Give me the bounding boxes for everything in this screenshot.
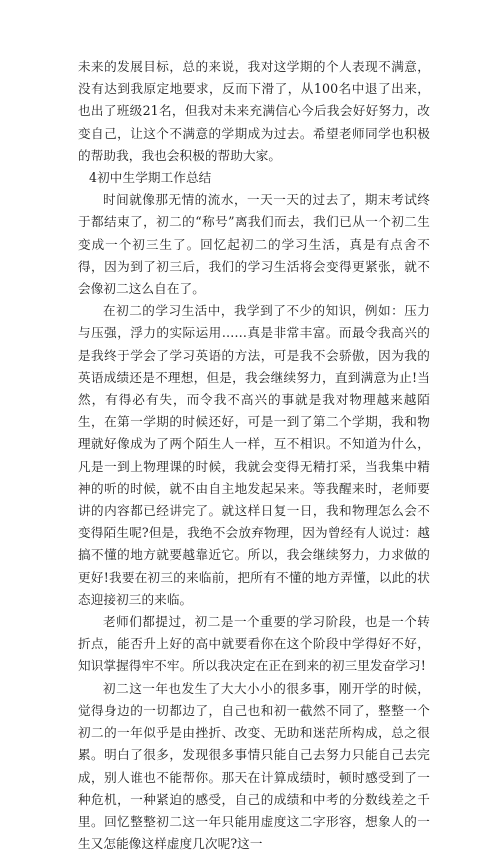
intro-paragraph: 未来的发展目标，总的来说，我对这学期的个人表现不满意，没有达到我原定地要求，反而下滑了，从100名中退了出来，也出了班级21名，但我对未来充满信心今后我会好好努力，改变自己，让这个不满意的学期成为过去。希望老师同学也积极的帮助我，我也会积极的帮助大家。 <box>78 59 430 163</box>
paragraph-3: 老师们都提过，初二是一个重要的学习阶段，也是一个转折点，能否升上好的高中就要看你在这个阶段中学得好不好，知识掌握得牢不牢。所以我决定在正在到来的初三里发奋学习! <box>78 614 430 674</box>
section-heading: 4初中生学期工作总结 <box>89 170 212 186</box>
paragraph-2: 在初二的学习生活中，我学到了不少的知识，例如：压力与压强，浮力的实际运用……真是非常丰富。而最令我高兴的是我终于学会了学习英语的方法，可是我不会骄傲，因为我的英语成绩还是不理想，但是，我会继续努力，直到满意为止!当然，有得必有失，而令我不高兴的事就是我对物理越来越陌生，在第一学期的时候还好，可是一到了第二个学期，我和物理就好像成为了两个陌生人一样，互不相识。不知道为什么，凡是一到上物理课的时候，我就会变得无精打采，当我集中精神的听的时候，就不由自主地发起呆来。等我醒来时，老师要讲的内容都已经讲完了。就这样日复一日，我和物理怎么会不变得陌生呢?但是，我绝不会放弃物理，因为曾经有人说过：越搞不懂的地方就要越靠近它。所以，我会继续努力，力求做的更好!我要在初三的来临前，把所有不懂的地方弄懂，以此的状态迎接初三的来临。 <box>78 303 430 607</box>
paragraph-1: 时间就像那无情的流水，一天一天的过去了，期末考试终于都结束了，初二的“称号”离我们而去，我们已从一个初二生变成一个初三生了。回忆起初二的学习生活，真是有点舍不得，因为到了初三后，我们的学习生活将会变得更紧张，就不会像初二这么自在了。 <box>78 192 430 297</box>
document-body <box>78 56 430 855</box>
paragraph-4: 初二这一年也发生了大大小小的很多事，刚开学的时候，觉得身边的一切都边了，自己也和初一截然不同了，整整一个初二的一年似乎是由挫折、改变、无助和迷茫所构成，总之很累。明白了很多，发现很多事情只能自己去努力只能自己去完成，别人谁也不能帮你。那天在计算成绩时，顿时感受到了一种危机，一种紧迫的感受，自己的成绩和中考的分数线差之千里。回忆整整初二这一年只能用虚度这二字形容，想象人的一生又怎能像这样虚度几次呢?这一 <box>78 680 430 852</box>
